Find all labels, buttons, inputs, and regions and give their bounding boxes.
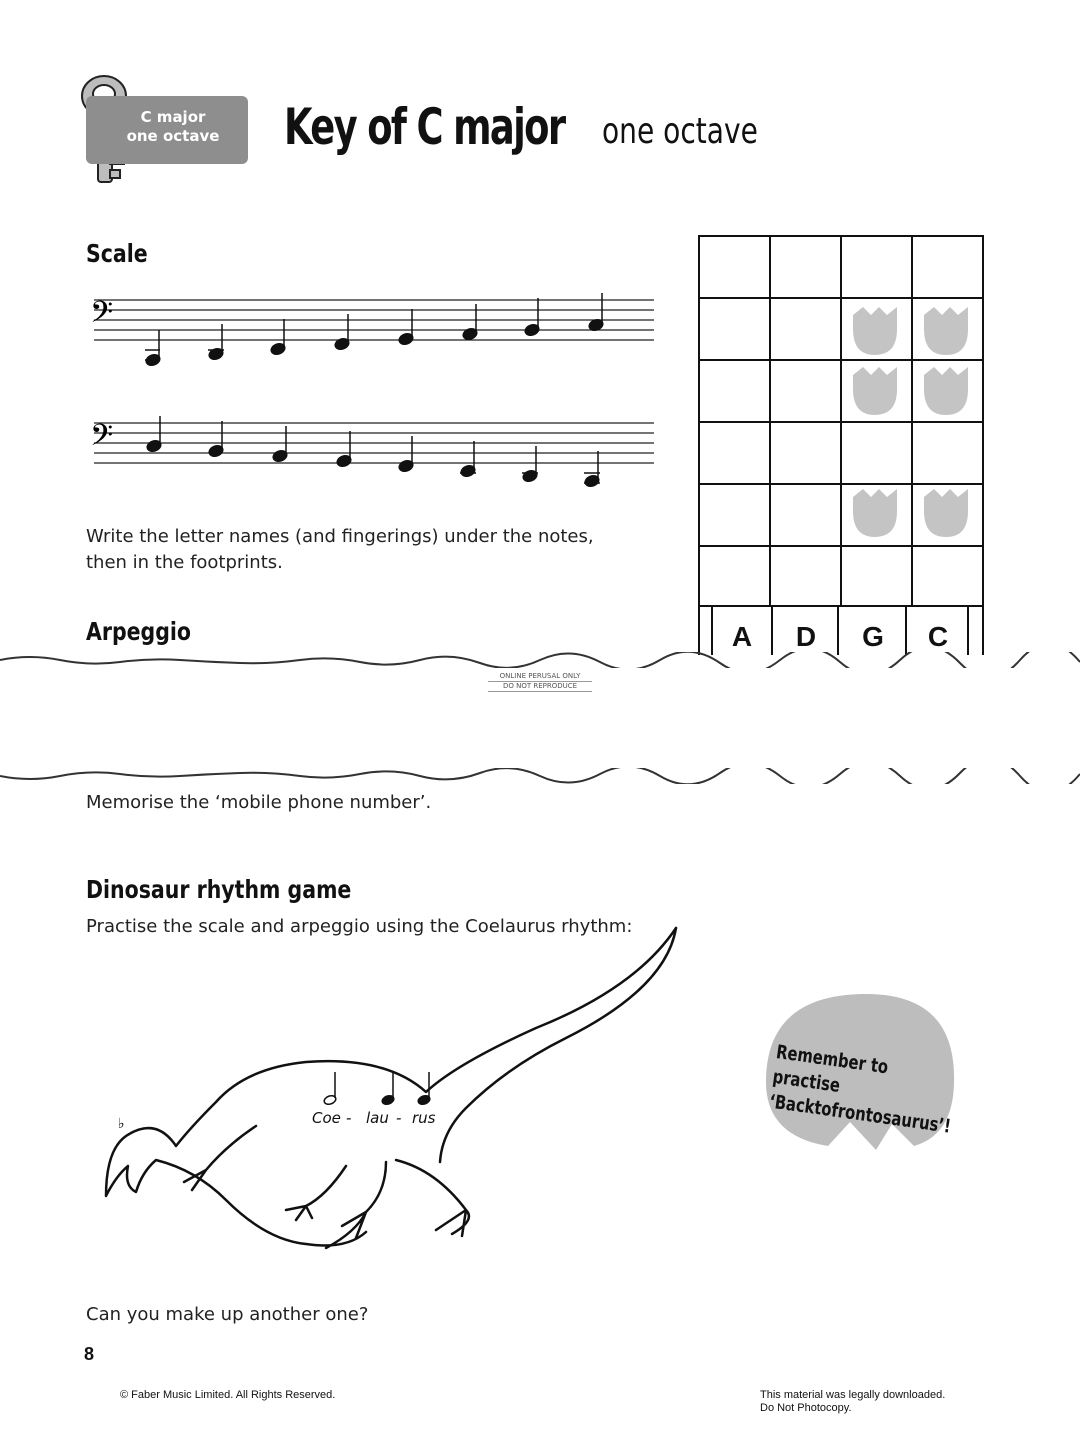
rhythm-syllable: - [396, 1109, 402, 1127]
page-subtitle: one octave [602, 111, 758, 152]
page-title: Key of C major [284, 98, 565, 156]
torn-edge-bottom [0, 768, 1080, 784]
dinosaur-eye-icon: ♭ [118, 1116, 125, 1132]
footprint-icon [853, 489, 897, 537]
arpeggio-heading: Arpeggio [86, 617, 192, 646]
scale-staff-ascending [90, 290, 658, 370]
footprint-icon [924, 367, 968, 415]
rhythm-syllable: Coe [312, 1109, 341, 1127]
page-number: 8 [84, 1344, 95, 1364]
footprint-grid-lines [698, 235, 984, 665]
torn-edge-top [0, 652, 1080, 668]
reminder-text: Remember to practise ‘Backtofrontosaurus’! [767, 1040, 953, 1138]
scale-staff-descending [90, 413, 658, 493]
copyright-notice: © Faber Music Limited. All Rights Reserved. [120, 1389, 336, 1401]
make-another-question: Can you make up another one? [86, 1304, 369, 1325]
perusal-watermark: ONLINE PERUSAL ONLY DO NOT REPRODUCE [488, 672, 592, 692]
footprint-icon [924, 489, 968, 537]
scale-heading: Scale [86, 239, 148, 268]
rhythm-syllable: lau [366, 1109, 389, 1127]
grid-letter: A [731, 621, 753, 652]
dinosaur-illustration [96, 926, 686, 1266]
rhythm-syllable: - [346, 1109, 352, 1127]
rhythm-syllable: rus [412, 1109, 436, 1127]
bass-clef-icon: 𝄢 [90, 296, 114, 337]
rhythm-game-heading: Dinosaur rhythm game [86, 875, 352, 904]
footprint-icon [924, 307, 968, 355]
rhythm-game-instruction: Practise the scale and arpeggio using the Coelaurus rhythm: [86, 916, 633, 937]
footprint-icon [853, 307, 897, 355]
grid-letter: G [862, 621, 884, 652]
scale-instruction: Write the letter names (and fingerings) under the notes, then in the footprints. [86, 526, 594, 573]
footprint-icon [853, 367, 897, 415]
footprint-grid [698, 235, 984, 665]
grid-letter: C [927, 621, 949, 652]
key-badge-label: C major one octave [126, 108, 220, 145]
legal-notice: This material was legally downloaded. Do Not Photocopy. [760, 1389, 946, 1414]
arpeggio-memorise: Memorise the ‘mobile phone number’. [86, 792, 432, 813]
bass-clef-icon: 𝄢 [90, 419, 114, 460]
grid-letter: D [795, 621, 817, 652]
